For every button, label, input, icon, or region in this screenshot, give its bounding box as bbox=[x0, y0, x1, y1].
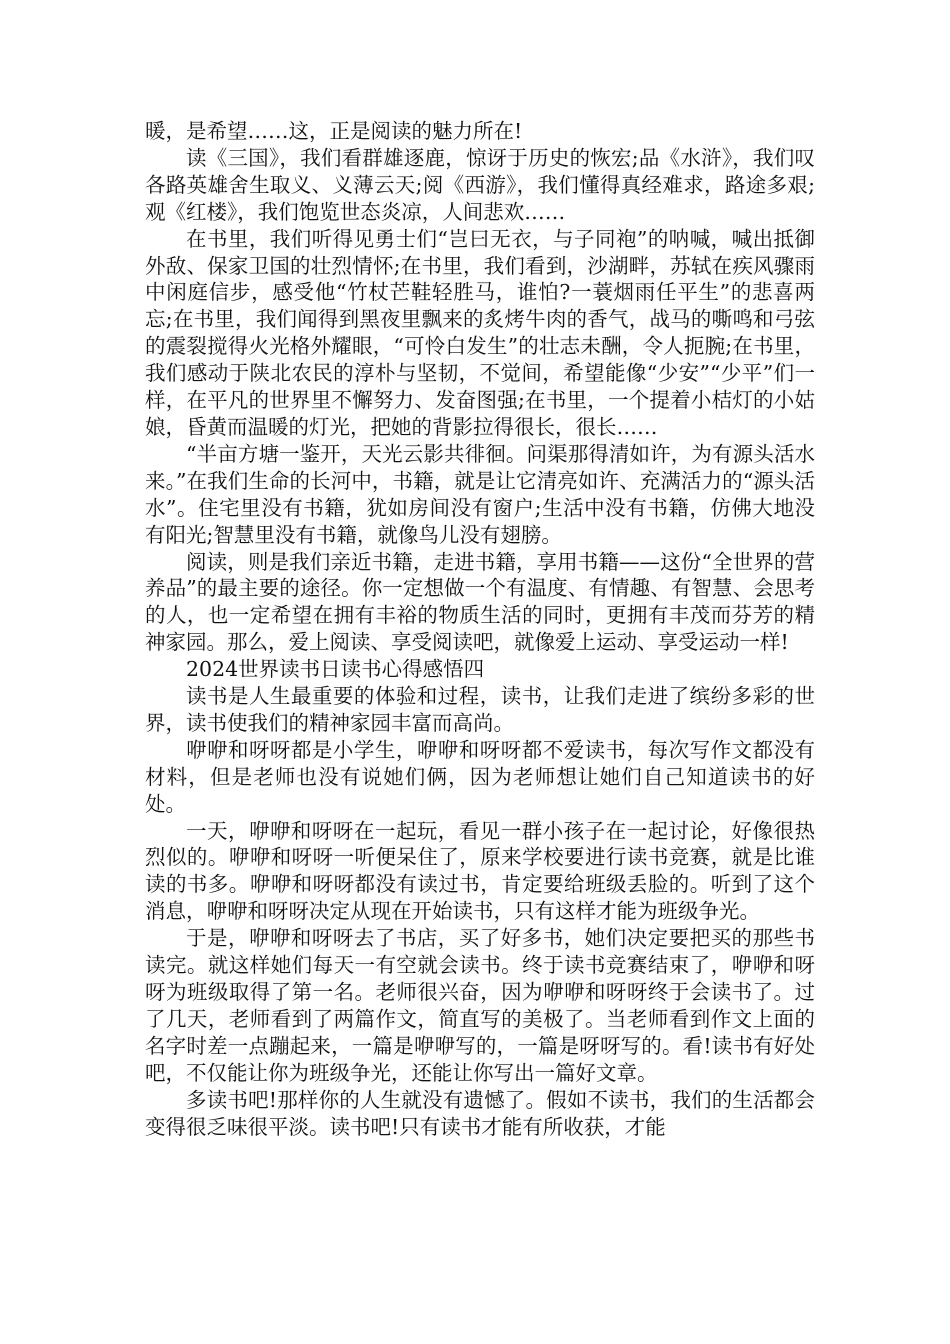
section-heading: 2024世界读书日读书心得感悟四 bbox=[186, 657, 485, 682]
paragraph: 读《三国》，我们看群雄逐鹿，惊讶于历史的恢宏;品《水浒》，我们叹各路英雄舍生取义、义薄云天;阅《西游》，我们懂得真经难求，路途多艰;观《红楼》，我们饱览世态炎凉，人间悲欢…… bbox=[145, 145, 815, 224]
paragraph-continuation: 暖，是希望……这，正是阅读的魅力所在! bbox=[145, 119, 523, 143]
paragraph: 多读书吧!那样你的人生就没有遗憾了。假如不读书，我们的生活都会变得很乏味很平淡。读书吧!只有读书才能有所收获，才能 bbox=[145, 1087, 815, 1139]
paragraph: 咿咿和呀呀都是小学生，咿咿和呀呀都不爱读书，每次写作文都没有材料，但是老师也没有说她们俩，因为老师想让她们自己知道读书的好处。 bbox=[145, 737, 815, 816]
paragraph: 阅读，则是我们亲近书籍，走进书籍，享用书籍——这份“全世界的营养品”的最主要的途径。你一定想做一个有温度、有情趣、有智慧、会思考的人，也一定希望在拥有丰裕的物质生活的同时，更拥有丰茂而芬芳的精神家园。那么，爱上阅读、享受阅读吧，就像爱上运动、享受运动一样! bbox=[145, 549, 815, 655]
paragraph: 在书里，我们听得见勇士们“岂曰无衣，与子同袍”的呐喊，喊出抵御外敌、保家卫国的壮烈情怀;在书里，我们看到，沙湖畔，苏轼在疾风骤雨中闲庭信步，感受他“竹杖芒鞋轻胜马，谁怕?一蓑烟雨任平生”的悲喜两忘;在书里，我们闻得到黑夜里飘来的炙烤牛肉的香气，战马的嘶鸣和弓弦的震裂搅得火光格外耀眼，“可怜白发生”的壮志未酬，令人扼腕;在书里，我们感动于陕北农民的淳朴与坚韧，不觉间，希望能像“少安”“少平”们一样，在平凡的世界里不懈努力、发奋图强;在书里，一个提着小桔灯的小姑娘，昏黄而温暖的灯光，把她的背影拉得很长，很长…… bbox=[145, 226, 815, 439]
paragraph: 于是，咿咿和呀呀去了书店，买了好多书，她们决定要把买的那些书读完。就这样她们每天一有空就会读书。终于读书竞赛结束了，咿咿和呀呀为班级取得了第一名。老师很兴奋，因为咿咿和呀呀终于会读书了。过了几天，老师看到了两篇作文，简直写的美极了。当老师看到作文上面的名字时差一点蹦起来，一篇是咿咿写的，一篇是呀呀写的。看!读书有好处吧，不仅能让你为班级争光，还能让你写出一篇好文章。 bbox=[145, 926, 815, 1085]
paragraph: 读书是人生最重要的体验和过程，读书，让我们走进了缤纷多彩的世界，读书使我们的精神家园丰富而高尚。 bbox=[145, 684, 815, 735]
paragraph: 一天，咿咿和呀呀在一起玩，看见一群小孩子在一起讨论，好像很热烈似的。咿咿和呀呀一听便呆住了，原来学校要进行读书竞赛，就是比谁读的书多。咿咿和呀呀都没有读过书，肯定要给班级丢脸的。听到了这个消息，咿咿和呀呀决定从现在开始读书，只有这样才能为班级争光。 bbox=[145, 818, 815, 924]
paragraph: “半亩方塘一鉴开，天光云影共徘徊。问渠那得清如许，为有源头活水来。”在我们生命的长河中，书籍，就是让它清亮如许、充满活力的“源头活水”。住宅里没有书籍，犹如房间没有窗户;生活中没有书籍，仿佛大地没有阳光;智慧里没有书籍，就像鸟儿没有翅膀。 bbox=[145, 441, 815, 547]
document-body bbox=[145, 118, 815, 1140]
